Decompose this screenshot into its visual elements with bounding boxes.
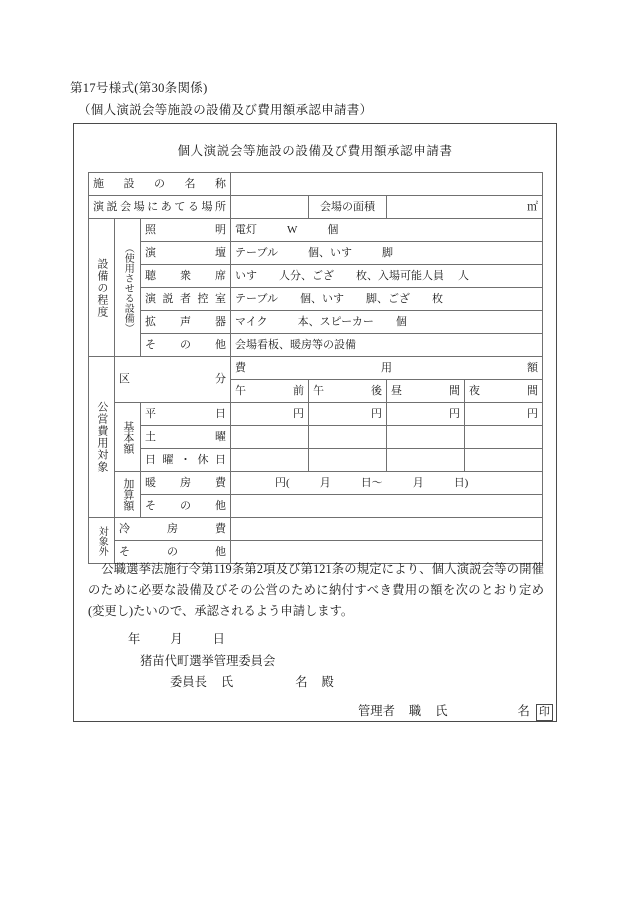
basic-weekday-night[interactable]: 円 <box>465 403 543 426</box>
basic-saturday-morning[interactable] <box>231 426 309 449</box>
extra-amount-label: 加算額 <box>115 472 141 518</box>
basic-weekday-morning[interactable]: 円 <box>231 403 309 426</box>
venue-place-value[interactable] <box>231 196 309 219</box>
equipment-value-lighting[interactable] <box>231 219 543 242</box>
date-year-label: 年 <box>128 632 141 646</box>
equipment-label-seats: 聴衆席 <box>141 265 231 288</box>
fee-amount-label: 費用額 <box>231 357 543 380</box>
facility-name-label: 施設の名称 <box>89 173 231 196</box>
table-row-equipment-waitingroom <box>89 288 543 311</box>
basic-weekday-afternoon[interactable]: 円 <box>309 403 387 426</box>
signature-block <box>88 629 550 718</box>
equip-seats-end: 人 <box>458 269 470 282</box>
table-row-extra-other <box>89 495 543 518</box>
date-month-label: 月 <box>170 632 183 646</box>
fee-outside-label: 対象外 <box>89 518 115 564</box>
basic-saturday-daytime[interactable] <box>387 426 465 449</box>
chairman-line <box>170 672 544 694</box>
application-table <box>88 172 543 564</box>
equip-lighting-mid: W <box>287 223 298 236</box>
table-row-equipment-other <box>89 334 543 357</box>
manager-surname-label: 氏 <box>435 704 448 718</box>
equipment-value-seats[interactable] <box>231 265 543 288</box>
venue-area-label: 会場の面積 <box>309 196 387 219</box>
basic-holiday-night[interactable] <box>465 449 543 472</box>
basic-label-weekday: 平日 <box>141 403 231 426</box>
equip-amplifier-head: マイク <box>235 315 268 328</box>
chairman-givenname-label: 名 <box>295 675 308 690</box>
fee-column-afternoon: 午後 <box>309 380 387 403</box>
form-number: 第17号様式(第30条関係) <box>70 81 208 95</box>
basic-weekday-daytime[interactable]: 円 <box>387 403 465 426</box>
application-paragraph <box>88 559 544 622</box>
table-row-basic-holiday <box>89 449 543 472</box>
heating-yen: 円( <box>275 476 290 489</box>
table-row-basic-saturday <box>89 426 543 449</box>
chairman-honorific: 殿 <box>321 675 334 690</box>
equipment-side-label: 設備の程度 <box>89 219 115 357</box>
equip-amplifier-tail: 個 <box>395 315 407 328</box>
seal-icon[interactable]: 印 <box>536 704 553 721</box>
equip-podium-head: テーブル <box>235 246 279 259</box>
fee-column-morning: 午前 <box>231 380 309 403</box>
form-frame <box>73 123 557 722</box>
manager-title: 管理者 <box>358 704 395 718</box>
equipment-value-amplifier[interactable] <box>231 311 543 334</box>
equip-waitingroom-mid: 個、いす <box>300 292 345 305</box>
equip-lighting-tail: 個 <box>327 223 339 236</box>
heating-month2: 月 <box>412 476 424 489</box>
equip-waitingroom-head: テーブル <box>235 292 279 305</box>
equip-amplifier-mid: 本、スピーカー <box>297 315 374 328</box>
facility-name-value[interactable] <box>231 173 543 196</box>
form-subtitle: （個人演説会等施設の設備及び費用額承認申請書） <box>78 103 373 117</box>
manager-givenname-label: 名 <box>517 704 530 718</box>
equip-seats-mid: 人分、ござ <box>279 269 335 282</box>
table-row-equipment-seats <box>89 265 543 288</box>
equipment-value-podium[interactable] <box>231 242 543 265</box>
heating-month1: 月 <box>319 476 331 489</box>
equip-seats-tail: 枚、入場可能人員 <box>356 269 445 282</box>
cooling-label: 冷房費 <box>115 518 231 541</box>
equipment-label-other: その他 <box>141 334 231 357</box>
table-row-facility-name <box>89 173 543 196</box>
fee-column-night: 夜間 <box>465 380 543 403</box>
basic-label-holiday: 日曜・休日 <box>141 449 231 472</box>
table-row-basic-weekday <box>89 403 543 426</box>
heating-day2: 日) <box>453 476 469 489</box>
chairman-surname-label: 氏 <box>220 675 234 690</box>
manager-line <box>358 701 553 723</box>
basic-saturday-afternoon[interactable] <box>309 426 387 449</box>
basic-label-saturday: 土曜 <box>141 426 231 449</box>
heating-label: 暖房費 <box>141 472 231 495</box>
manager-post-label: 職 <box>408 704 422 718</box>
table-row-cooling <box>89 518 543 541</box>
table-row-equipment-podium <box>89 242 543 265</box>
heating-value[interactable] <box>231 472 543 495</box>
equipment-label-amplifier: 拡声器 <box>141 311 231 334</box>
basic-holiday-afternoon[interactable] <box>309 449 387 472</box>
chairman-title: 委員長 <box>170 675 207 690</box>
venue-place-label: 演説会場にあてる場所 <box>89 196 231 219</box>
equipment-label-lighting: 照明 <box>141 219 231 242</box>
table-row-equipment-amplifier <box>89 311 543 334</box>
basic-holiday-morning[interactable] <box>231 449 309 472</box>
outside-other-label: その他 <box>115 541 231 564</box>
equipment-value-waitingroom[interactable] <box>231 288 543 311</box>
signature-date[interactable] <box>128 629 544 651</box>
election-committee-name: 猪苗代町選挙管理委員会 <box>140 653 276 668</box>
table-row-equipment-lighting <box>89 219 543 242</box>
equipment-label-podium: 演壇 <box>141 242 231 265</box>
cooling-value[interactable] <box>231 518 543 541</box>
equip-waitingroom-end: 枚 <box>432 292 444 305</box>
equip-waitingroom-tail: 脚、ござ <box>366 292 411 305</box>
table-row-venue <box>89 196 543 219</box>
paragraph-text: 公職選挙法施行令第119条第2項及び第121条の規定により、個人演説会等の開催のために必要な設備及びその公営のために納付すべき費用の額を次のとおり定め(変更し)たいので、承認されるよう申請します。 <box>88 562 544 619</box>
equip-podium-mid: 個、いす <box>308 246 353 259</box>
heating-day1: 日～ <box>360 476 383 489</box>
table-row-extra-heating <box>89 472 543 495</box>
fee-column-daytime: 昼間 <box>387 380 465 403</box>
form-title: 個人演説会等施設の設備及び費用額承認申請書 <box>177 144 453 158</box>
equip-lighting-head: 電灯 <box>235 223 258 236</box>
equip-seats-head: いす <box>235 269 258 282</box>
basic-saturday-night[interactable] <box>465 426 543 449</box>
equipment-side-note: （使用させる設備） <box>115 219 141 357</box>
basic-amount-label: 基本額 <box>115 403 141 472</box>
basic-holiday-daytime[interactable] <box>387 449 465 472</box>
equip-podium-tail: 脚 <box>382 246 394 259</box>
extra-other-label: その他 <box>141 495 231 518</box>
table-row-fee-header <box>89 357 543 380</box>
equipment-value-other[interactable]: 会場看板、暖房等の設備 <box>231 334 543 357</box>
venue-area-unit: ㎡ <box>527 200 539 213</box>
equipment-label-waitingroom: 演説者控室 <box>141 288 231 311</box>
extra-other-value[interactable] <box>231 495 543 518</box>
category-label: 区分 <box>115 357 231 403</box>
fee-side-label: 公営費用対象 <box>89 357 115 518</box>
venue-area-value[interactable] <box>387 196 543 219</box>
date-day-label: 日 <box>212 632 225 646</box>
